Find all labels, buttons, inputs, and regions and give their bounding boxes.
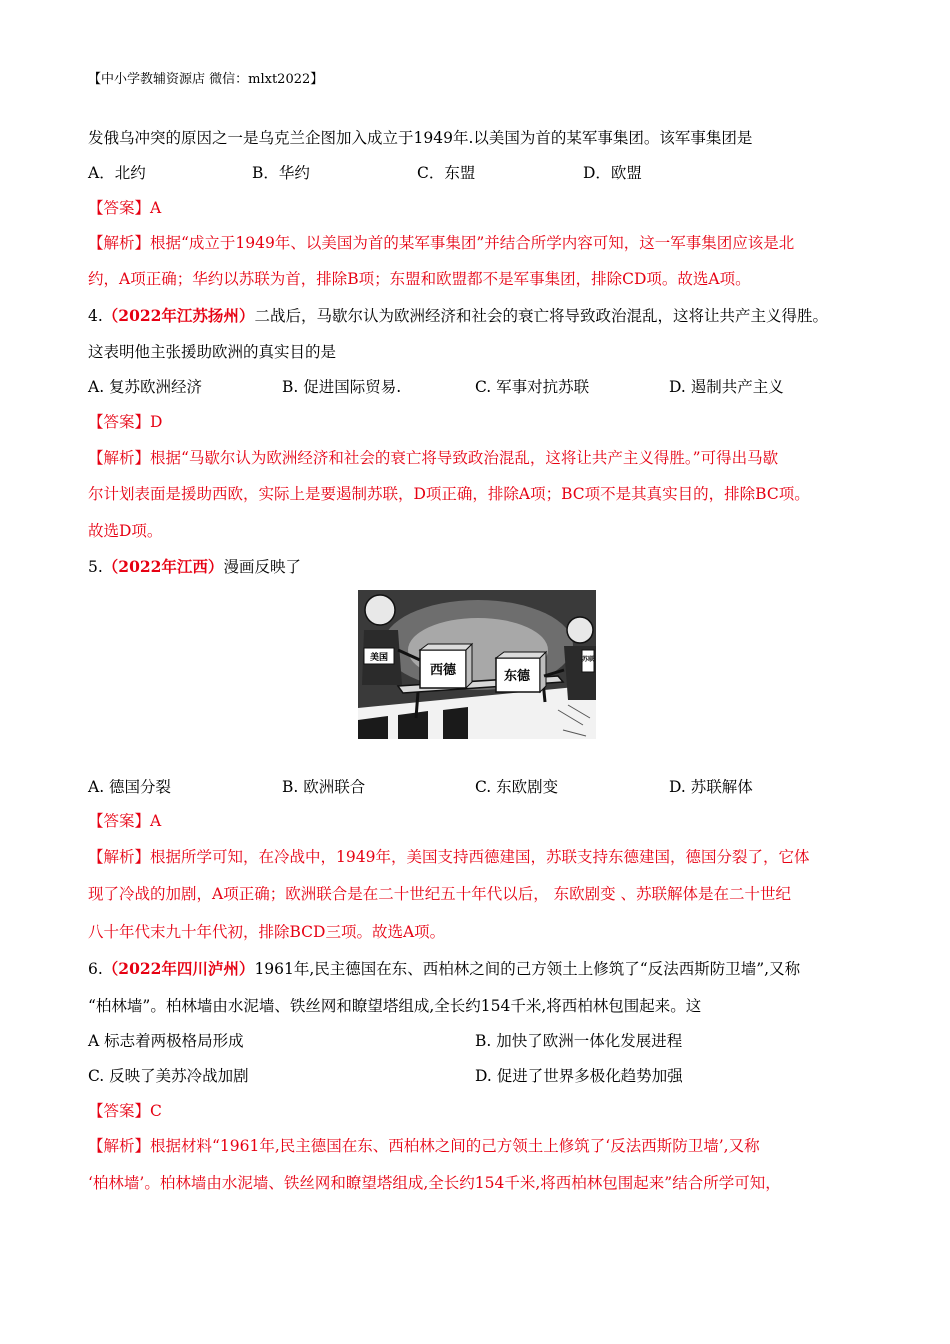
- q5-stem: [88, 557, 301, 577]
- q6-option-c: C. 反映了美苏冷战加剧: [88, 1067, 249, 1085]
- q3-stem: 发俄乌冲突的原因之一是乌克兰企图加入成立于1949年.以美国为首的某军事集团。该军事集团是: [88, 129, 753, 147]
- q4-option-d: D. 遏制共产主义: [669, 378, 784, 396]
- q4-stem-line-1: [88, 306, 828, 326]
- cartoon-label-ussr: 苏联: [581, 656, 595, 663]
- q5-option-d: D. 苏联解体: [669, 778, 753, 796]
- q6-analysis-line-2: ‘柏林墙’。柏林墙由水泥墙、铁丝网和瞭望塔组成,全长约154千米,将西柏林包围起来”结合所学可知，: [88, 1174, 781, 1192]
- q4-source: （2022年江苏扬州）: [102, 306, 255, 325]
- q6-stem-line-1: [88, 959, 800, 979]
- q4-option-b: B. 促进国际贸易.: [282, 378, 402, 396]
- q4-option-c: C. 军事对抗苏联: [475, 378, 590, 396]
- q4-analysis-line-3: 故选D项。: [88, 522, 163, 540]
- q6-option-b: B. 加快了欧洲一体化发展进程: [475, 1032, 683, 1050]
- q5-answer: 【答案】A: [88, 812, 162, 830]
- q3-answer: 【答案】A: [88, 199, 162, 217]
- q6-answer: 【答案】C: [88, 1102, 162, 1120]
- q6-number: 6.: [88, 960, 103, 978]
- q4-answer: 【答案】D: [88, 413, 163, 431]
- q4-number: 4.: [88, 307, 103, 325]
- q4-stem-text: 二战后，马歇尔认为欧洲经济和社会的衰亡将导致政治混乱，这将让共产主义得胜。: [254, 307, 828, 325]
- q6-stem-line-2: “柏林墙”。柏林墙由水泥墙、铁丝网和瞭望塔组成,全长约154千米,将西柏林包围起来。这: [88, 997, 702, 1015]
- q3-option-c: C．东盟: [417, 164, 476, 182]
- q6-analysis-line-1: 【解析】根据材料“1961年,民主德国在东、西柏林之间的己方领土上修筑了‘反法西斯防卫墙’,又称: [88, 1137, 760, 1155]
- q5-source: （2022年江西）: [102, 557, 224, 576]
- q5-option-b: B. 欧洲联合: [282, 778, 366, 796]
- q3-option-b: B．华约: [252, 164, 310, 182]
- cartoon-label-west-germany: 西德: [429, 663, 457, 678]
- q5-analysis-line-3: 八十年代末九十年代初，排除BCD三项。故选A项。: [88, 923, 446, 941]
- page-header: 【中小学教辅资源店 微信：mlxt2022】: [88, 72, 324, 87]
- q5-stem-text: 漫画反映了: [223, 558, 301, 576]
- q3-analysis-line-1: 【解析】根据“成立于1949年、以美国为首的某军事集团”并结合所学内容可知，这一军事集团应该是北: [88, 234, 795, 252]
- q3-option-d: D．欧盟: [583, 164, 642, 182]
- q5-option-c: C. 东欧剧变: [475, 778, 559, 796]
- q5-option-a: A. 德国分裂: [88, 778, 172, 796]
- cold-war-cartoon-image: [358, 590, 596, 739]
- q6-stem-text: 1961年,民主德国在东、西柏林之间的己方领土上修筑了“反法西斯防卫墙”,又称: [254, 960, 801, 978]
- q5-analysis-line-2: 现了冷战的加剧，A项正确；欧洲联合是在二十世纪五十年代以后， 东欧剧变 、苏联解体是在二十世纪: [88, 885, 792, 903]
- cartoon-label-east-germany: 东德: [503, 669, 531, 684]
- cartoon-label-usa: 美国: [369, 653, 389, 663]
- q4-analysis-line-2: 尔计划表面是援助西欧，实际上是要遏制苏联，D项正确，排除A项；BC项不是其真实目的，排除BC项。: [88, 485, 810, 503]
- q6-option-d: D. 促进了世界多极化趋势加强: [475, 1067, 683, 1085]
- q5-number: 5.: [88, 558, 103, 576]
- q3-option-a: A．北约: [88, 164, 146, 182]
- q4-stem-line-2: 这表明他主张援助欧洲的真实目的是: [88, 343, 337, 361]
- q6-source: （2022年四川泸州）: [102, 959, 255, 978]
- q6-option-a: A 标志着两极格局形成: [88, 1032, 244, 1050]
- q4-option-a: A. 复苏欧洲经济: [88, 378, 203, 396]
- q3-analysis-line-2: 约，A项正确；华约以苏联为首，排除B项；东盟和欧盟都不是军事集团，排除CD项。故选A项。: [88, 270, 751, 288]
- q4-analysis-line-1: 【解析】根据“马歇尔认为欧洲经济和社会的衰亡将导致政治混乱，这将让共产主义得胜。”可得出马歇: [88, 449, 779, 467]
- q5-analysis-line-1: 【解析】根据所学可知，在冷战中，1949年，美国支持西德建国，苏联支持东德建国，德国分裂了，它体: [88, 848, 810, 866]
